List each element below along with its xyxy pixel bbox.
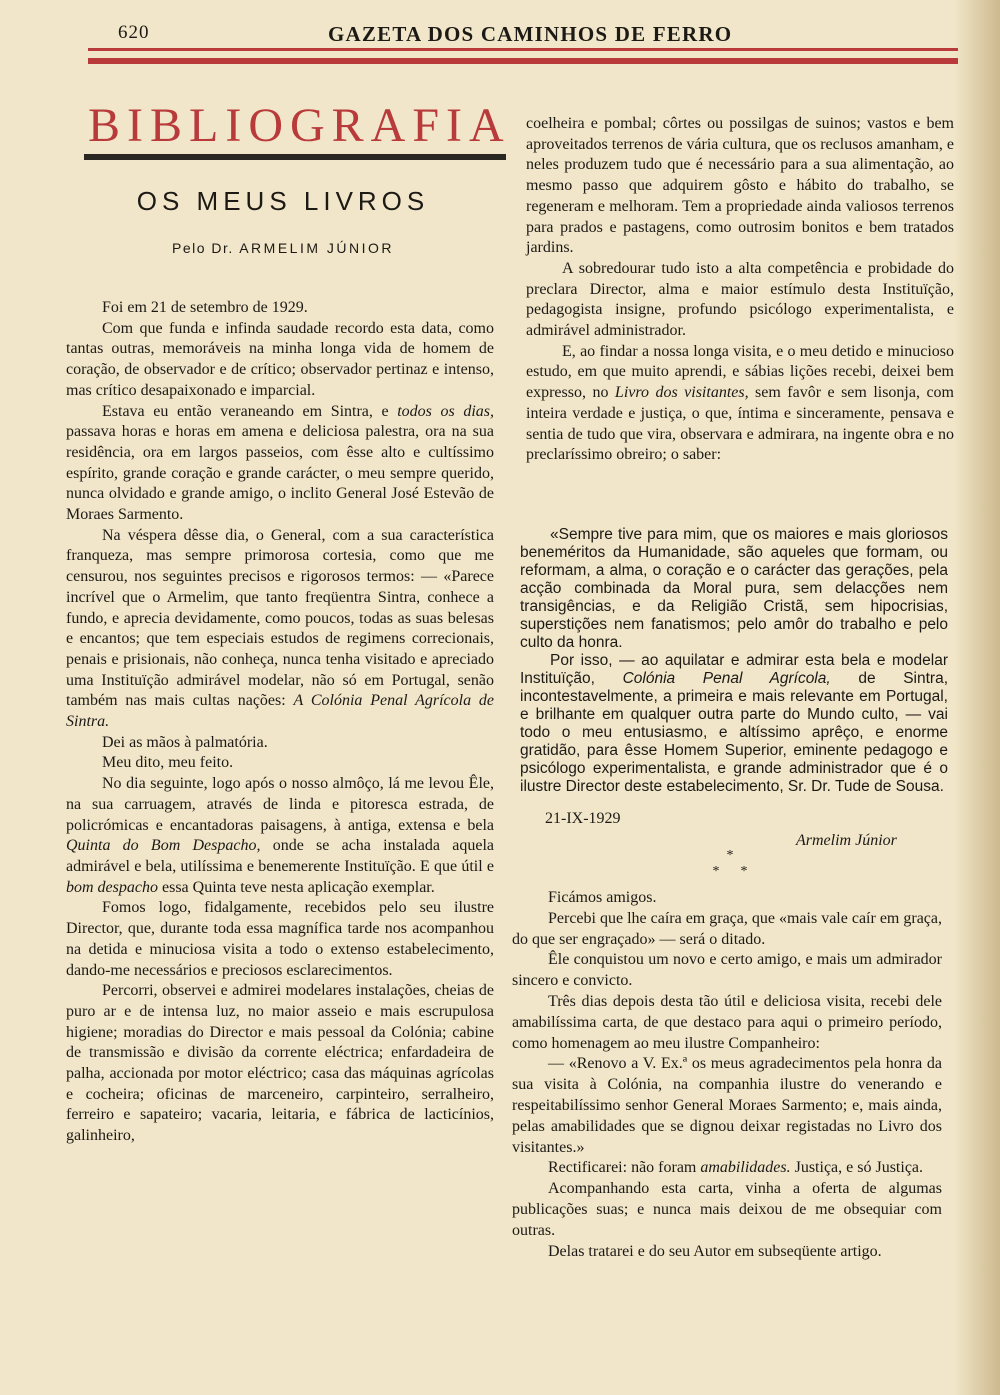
quoted-visitor-book-entry: [520, 526, 948, 796]
paragraph: Delas tratarei e do seu Autor em subseqüente artigo.: [548, 1242, 882, 1260]
byline-prefix: Pelo Dr.: [172, 240, 234, 256]
asterisk-top: *: [726, 848, 734, 863]
paragraph: Acompanhando esta carta, vinha a oferta de algumas publicações suas; e nunca mais deixou de me obsequiar com outras.: [512, 1180, 942, 1239]
paragraph: Foi em 21 de setembro de 1929.: [102, 299, 308, 316]
paragraph: Rectificarei: não foram amabilidades. Justiça, e só Justiça.: [548, 1159, 924, 1177]
paragraph: Estava eu então veraneando em Sintra, e todos os dias, passava horas e horas em amena e deliciosa palestra, ora na sua residência, ora em largos passeios, com êsse alto e cultíssimo espírito, grande coração e grande carácter, o meu sempre querido, nunca olvidado e grande amigo, o inclito General José Estevão de Moraes Sarmento.: [66, 402, 494, 524]
paragraph: Na véspera dêsse dia, o General, com a sua característica franqueza, mas sempre primorosa cortesia, como que me censurou, nos seguintes precisos e rigorosos termos: — «Parece incrível que o Armelim, que tanto freqüentra Sintra, conhece a fundo, e aprecia devidamente, como poucos, todas as suas belesas e encantos; que tem especiais estudos de regimens correcionais, penais e prisionais, não conheça, nunca tenha visitado e apreciado uma Instituïção admirável modelar, não só em Portugal, senão também nas mais cultas nações: A Colónia Penal Agrícola de Sintra.: [66, 526, 494, 731]
paragraph: E, ao findar a nossa longa visita, e o meu detido e minucioso estudo, em que muito aprendi, e sábias lições recebi, deixei bem expresso, no Livro dos visitantes, sem favôr e sem lisonja, com inteira verdade e justiça, o que, íntima e sinceramente, pensava e sentia de tudo que vira, observara e admirara, na ingente obra e no preclaríssimo obreiro; o saber:: [526, 342, 954, 464]
paragraph: Percebi que lhe caíra em graça, que «mais vale caír em graça, do que ser engraçado» — será o ditado.: [512, 909, 943, 948]
paragraph: Três dias depois desta tão útil e deliciosa visita, recebi dele amabilíssima carta, de que destaco para aqui o primeiro período, como homenagem ao meu ilustre Companheiro:: [512, 992, 942, 1052]
paragraph: Percorri, observei e admirei modelares instalações, cheias de puro ar e de intensa luz, no maior asseio e mais escrupulosa higiene; moradias do Director e mais pessoal da Colónia; cabine de transmissão e divisão da corrente eléctrica; enfardadeira de palha, accionada por motor eléctrico; casa das máquinas agrícolas e cocheira; oficinas de marceneiro, carpinteiro, serralheiro, ferreiro e sapateiro; vacaria, leitaria, e fábrica de lacticínios, galinheiro,: [66, 982, 494, 1145]
header-rule-thick: [88, 58, 958, 64]
article-title: OS MEUS LIVROS: [136, 186, 430, 216]
byline-author: ARMELIM JÚNIOR: [239, 240, 394, 256]
paragraph: Meu dito, meu feito.: [102, 754, 234, 772]
left-column: [66, 298, 494, 1147]
paragraph: coelheira e pombal; côrtes ou possilgas de suinos; vastos e bem aproveitados terrenos de vária cultura, que os reclusos amanham, e neles produzem tudo que é necessário para a sua alimentação, ao mesmo passo que adquirem gôsto e hábito do trabalho, se regeneram e melhoram. Tem a propriedade ainda valiosos terrenos para prados e pastagens, como outrosim bonitos e bem tratados jardins.: [526, 115, 954, 257]
page-number: 620: [118, 22, 150, 43]
quote-date: 21-IX-1929: [545, 810, 621, 827]
section-title-rule: [84, 154, 506, 160]
paragraph: Êle conquistou um novo e certo amigo, e mais um admirador sincero e convicto.: [512, 951, 942, 990]
paragraph: Dei as mãos à palmatória.: [102, 733, 268, 751]
quote-paragraph: «Sempre tive para mim, que os maiores e mais gloriosos beneméritos da Humanidade, são aqueles que formam, ou reformam, a alma, o coração e o carácter das gerações, pela acção combinada da Moral pura, sem delacções nem transigências, e da Religião Cristã, sem hipocrisias, superstições nem fanatismos; pelo amôr do trabalho e pelo culto da honra.: [520, 526, 948, 651]
paragraph: — «Renovo a V. Ex.ª os meus agradecimentos pela honra da sua visita à Colónia, na companhia ilustre do venerando e respeitabilíssimo senhor General Moraes Sarmento; e, mais ainda, pelas amabilidades que se dignou deixar registadas no Livro dos visitantes.»: [512, 1055, 942, 1156]
section-title: BIBLIOGRAFIA: [88, 99, 511, 152]
paragraph: Fomos logo, fidalgamente, recebidos pelo seu ilustre Director, que, durante toda essa magnífica tarde nos acompanhou na detida e minuciosa visita a todo o extenso estabelecimento, dando-me necessários e preciosos esclarecimentos.: [66, 899, 494, 979]
right-column-bottom: [512, 888, 942, 1262]
paragraph: Ficámos amigos.: [548, 889, 657, 906]
paragraph: A sobredourar tudo isto a alta competência e probidade do preclara Director, alma e maior estímulo desta Instituïção, pedagogista insigne, profundo psicólogo experimentalista, e admirável administrador.: [526, 259, 954, 340]
paragraph: No dia seguinte, logo após o nosso almôço, lá me levou Êle, na sua carruagem, através de linda e pitoresca estrada, de policrómicas e encantadoras paisagens, à antiga, extensa e bela Quinta do Bom Despacho, onde se acha instalada aquela admirável e bela, utilíssima e benemerente Instituïção. E que útil e bom despacho essa Quinta teve nesta aplicação exemplar.: [66, 775, 494, 896]
quote-signature: Armelim Júnior: [796, 832, 897, 849]
byline: [68, 240, 498, 256]
section-break-asterisks: [690, 848, 770, 880]
journal-title: GAZETA DOS CAMINHOS DE FERRO: [328, 22, 733, 46]
right-column-top: [526, 114, 954, 466]
quote-paragraph: Por isso, — ao aquilatar e admirar esta bela e modelar Instituïção, Colónia Penal Agrícola, de Sintra, incontestavelmente, a primeira e mais relevante em Portugal, e brilhante em qualquer outra parte do Mundo culto, — vai todo o meu entusiasmo, e altíssimo aprêço, e enorme gratidão, para êsse Homem Superior, eminente pedagogo e psicólogo experimentalista, e grande administrador que é o ilustre Director deste estabelecimento, Sr. Dr. Tude de Sousa.: [520, 652, 949, 795]
page-header: [88, 18, 958, 52]
page-edge-shadow: [954, 0, 1000, 1395]
header-rule-thin: [88, 48, 958, 51]
asterisk-bottom: * *: [712, 864, 748, 879]
paragraph: Com que funda e infinda saudade recordo esta data, como tantas outras, memoráveis na minha longa vida de homem de coração, de observador e de crítico; observador pertinaz e intenso, mas crítico desapaixonado e imparcial.: [66, 319, 494, 399]
